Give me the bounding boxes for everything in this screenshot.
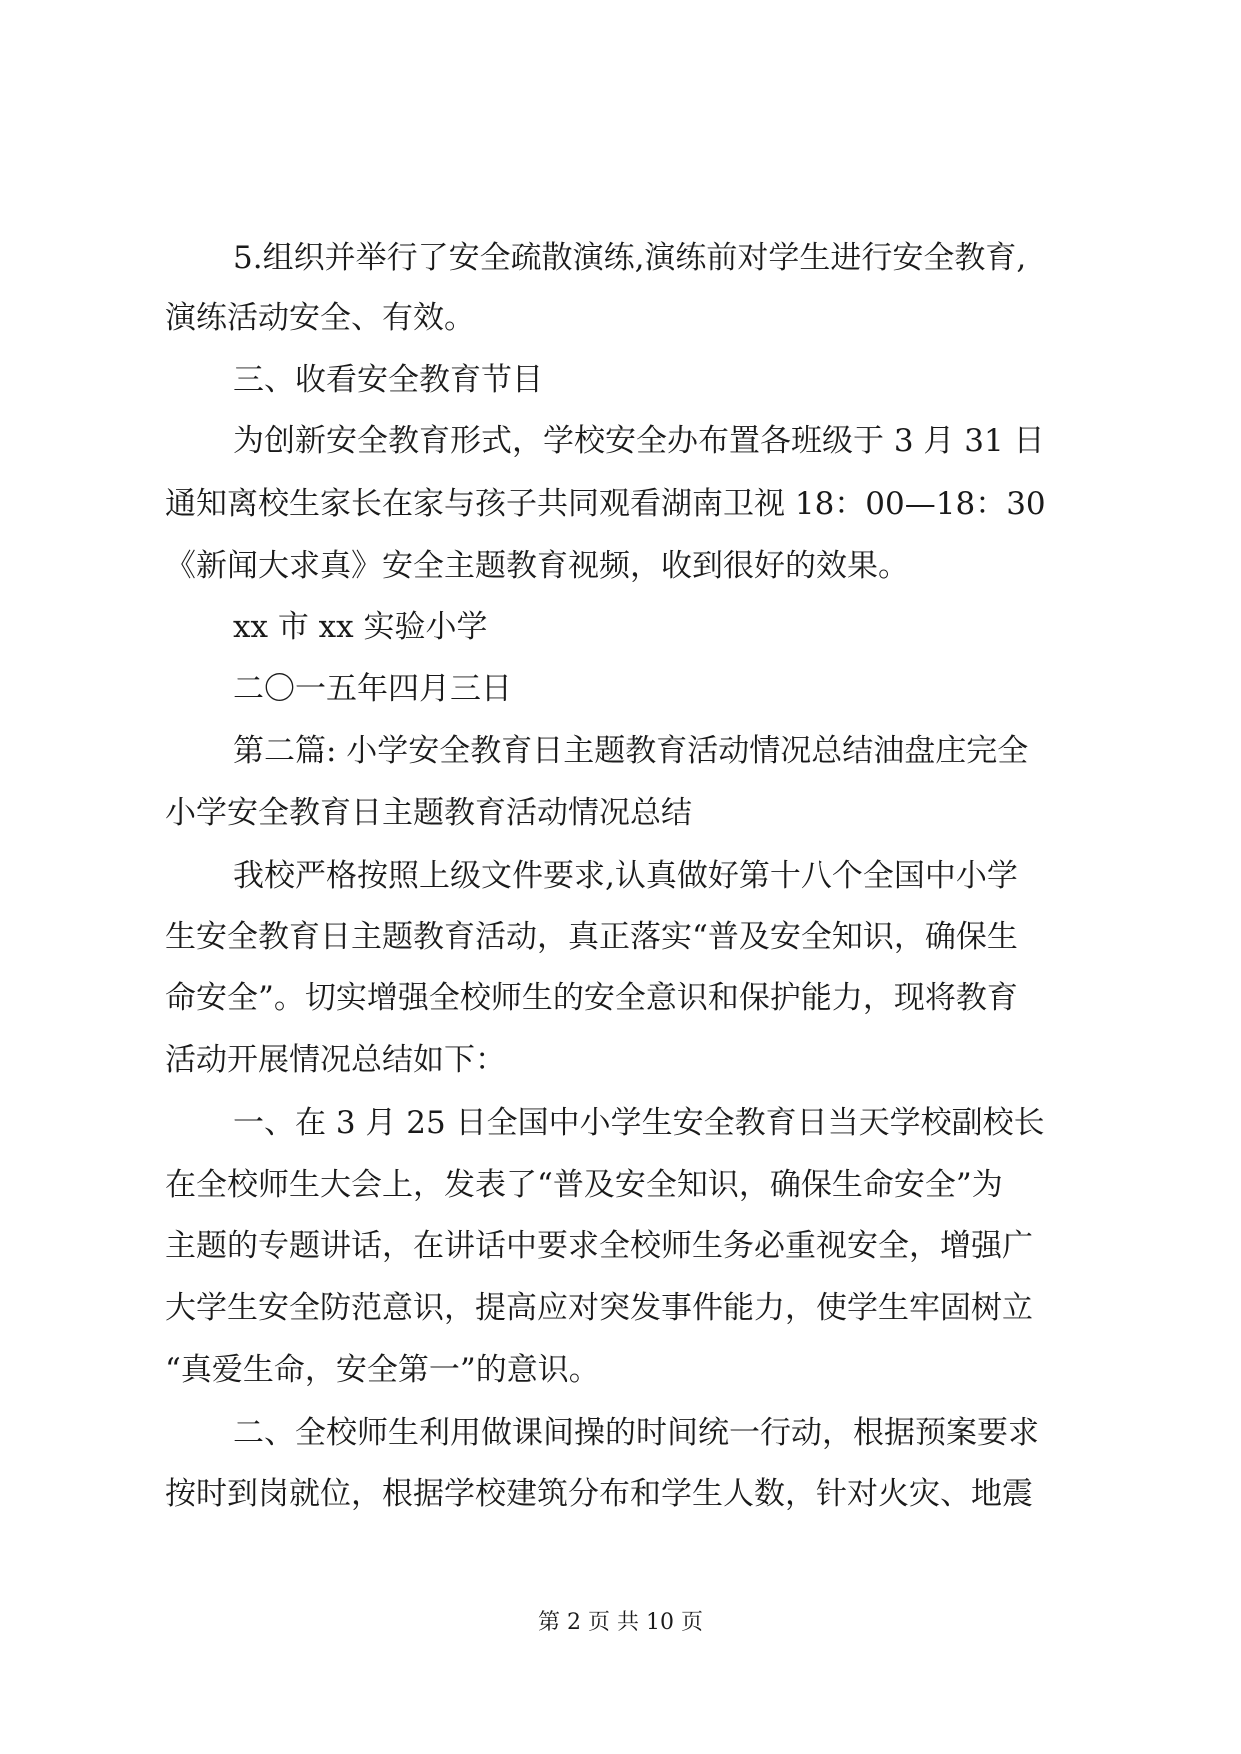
paragraph-line: [165, 1340, 600, 1400]
line-text: 我校严格按照上级文件要求,认真做好第十八个全国中小学: [233, 858, 1018, 894]
line-text: 二〇一五年四月三日: [233, 671, 512, 707]
paragraph-line: [233, 846, 1018, 906]
paragraph-line: [233, 1093, 1045, 1153]
paragraph-line: [165, 1030, 506, 1090]
signature-date: [233, 659, 512, 719]
signature-school: [233, 597, 488, 657]
line-text: 按时到岗就位，根据学校建筑分布和学生人数，针对火灾、地震: [165, 1476, 1033, 1512]
paragraph-line: [165, 968, 1018, 1028]
page-number-label: 第 2 页 共 10 页: [538, 1610, 703, 1635]
line-text: xx 市 xx 实验小学: [233, 609, 488, 645]
paragraph-line: [165, 1216, 1033, 1276]
paragraph-line: [233, 1403, 1039, 1463]
line-text: 二、全校师生利用做课间操的时间统一行动，根据预案要求: [233, 1415, 1039, 1451]
article-title-line: [165, 783, 692, 843]
line-text: 命安全”。切实增强全校师生的安全意识和保护能力，现将教育: [165, 980, 1018, 1016]
line-text: 三、收看安全教育节目: [233, 362, 543, 398]
line-text: 为创新安全教育形式，学校安全办布置各班级于 3 月 31 日: [233, 423, 1045, 459]
line-text: 主题的专题讲话，在讲话中要求全校师生务必重视安全，增强广: [165, 1228, 1033, 1264]
paragraph-line: [165, 907, 1018, 967]
section-heading: [233, 350, 543, 410]
line-text: 大学生安全防范意识，提高应对突发事件能力，使学生牢固树立: [165, 1290, 1033, 1326]
paragraph-line: [233, 411, 1045, 471]
line-text: 一、在 3 月 25 日全国中小学生安全教育日当天学校副校长: [233, 1105, 1045, 1141]
line-text: “真爱生命，安全第一”的意识。: [165, 1352, 600, 1388]
paragraph-line: [165, 1464, 1033, 1524]
line-text: 5.组织并举行了安全疏散演练,演练前对学生进行安全教育,: [233, 240, 1027, 276]
paragraph-line: [165, 1155, 1003, 1215]
paragraph-line: [165, 1278, 1033, 1338]
line-text: 在全校师生大会上，发表了“普及安全知识，确保生命安全”为: [165, 1167, 1003, 1203]
line-text: 《新闻大求真》安全主题教育视频，收到很好的效果。: [165, 548, 909, 584]
line-text: 小学安全教育日主题教育活动情况总结: [165, 795, 692, 831]
line-text: 活动开展情况总结如下：: [165, 1042, 506, 1078]
page-footer: [0, 1608, 1241, 1638]
paragraph-line: [165, 288, 475, 348]
line-text: 演练活动安全、有效。: [165, 300, 475, 336]
paragraph-line: [165, 474, 1046, 534]
line-text: 生安全教育日主题教育活动，真正落实“普及安全知识，确保生: [165, 919, 1018, 955]
paragraph-line: [233, 228, 1113, 288]
line-text: 通知离校生家长在家与孩子共同观看湖南卫视 18：00—18：30: [165, 486, 1046, 522]
article-title-line: [233, 721, 1028, 781]
paragraph-line: [165, 536, 909, 596]
line-text: 第二篇: 小学安全教育日主题教育活动情况总结油盘庄完全: [233, 733, 1029, 769]
